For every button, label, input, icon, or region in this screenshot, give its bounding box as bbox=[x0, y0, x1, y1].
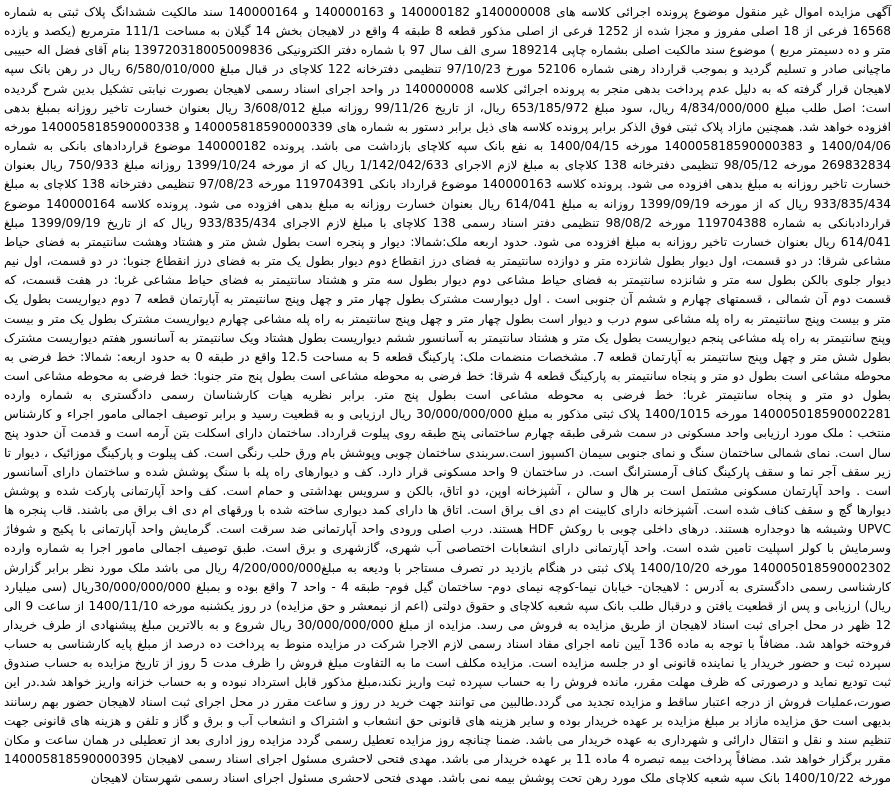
auction-notice-text: آگهی مزایده اموال غیر منقول موضوع پرونده اجرائی کلاسه های 140000008و 140000182 و 140000163 و 140000164 سند مالکیت ششدانگ پلاک ثبتی به شماره 16568 فرعی از 18 اصلی مفروز و مجزا شده از 1252 فرعی از اصلی مذکور قطعه 8 طبقه 4 واقع در لاهیجان بخش 14 گیلان به مساحت 111/1 مترمربع (یکصد و یازده متر و ده دسیمتر مربع ) موضوع سند مالکیت اصلی بشماره چاپی 189214 سری الف سال 97 با شماره دفتر الکترونیکی 139720318005009836 بنام آقای فضل اله حبیبی ماچیانی صادر و تسلیم گردید و بموجب قرارداد رهنی شماره 52106 مورخ 97/10/23 تنظیمی دفترخانه 122 کلاچای در قبال مبلغ 6/580/010/000 ریال در رهن بانک سپه لاهیجان قرار گرفته که به دلیل عدم پرداخت بدهی منجر به پرونده اجرائی کلاسه 140000008 در واحد اجرای اسناد رسمی لاهیجان بصورت نیابتی تشکیل بدین شرح گردیده است: اصل طلب مبلغ 4/834/000/000 ریال، سود مبلغ 653/185/972 ریال، از تاریخ 99/11/26 روزانه مبلغ 3/608/012 ریال بعنوان خسارت تاخیر روزانه بمبلغ بدهی افزوده خواهد شد. همچنین مازاد پلاک ثبتی فوق الذکر برابر پرونده کلاسه های ذیل برابر دستور به شماره های 140005818590000339 و 140005818590000338 مورخه 1400/04/06 و 140005818590000383 مورخه 1400/04/15 به نفع بانک سپه کلاچای بازداشت می باشد. پرونده 140000182 موضوع قراردادهای بانکی به شماره 269832834 مورخه 98/05/12 تنظیمی دفترخانه 138 کلاچای به مبلغ لازم الاجرای 1/142/042/633 ریال که از مورخه 1399/10/24 روزانه مبلغ 750/933 ریال بعنوان خسارت تاخیر روزانه به مبلغ بدهی افزوده می شود. پرونده کلاسه 140000163 موضوع قرارداد بانکی 119704391 مورخه 97/08/23 تنظیمی دفترخانه 138 کلاچای به مبلغ 933/835/434 ریال که از مورخه 1399/09/19 روزانه به مبلغ 614/041 ریال بعنوان خسارت روزانه به مبلغ بدهی افزوده می شود. پرونده کلاسه 140000164 موضوع قراردادبانکی به شماره 119704388 مورخه 98/08/2 تنظیمی دفتر اسناد رسمی 138 کلاچای با مبلغ لازم الاجرای 933/835/434 ریال که از تاریخ 1399/09/19 مبلغ 614/041 ریال بعنوان خسارت تاخیر روزانه به مبلغ افزوده می شود. حدود اربعه ملک:شمالا: دیوار و پنجره است بطول شش متر و هشتاد وهشت سانتیمتر به فضای حیاط مشاعی شرقا: در دو قسمت، اول دیوار بطول شانزده متر و دوازده سانتیمتر به فضای درز انقطاع دوم دیوار بطول یک متر به فضای درز انقطاع جنوبا: در دو قسمت، اول نیم دیوار جلوی بالکن بطول سه متر و شانزده سانتیمتر به فضای حیاط مشاعی دوم دیوار بطول سه متر و هشتاد سانتیمتر به فضای حیاط مشاعی غربا: در هفت قسمت، که قسمت دوم آن شمالی ، قسمتهای چهارم و ششم آن جنوبی است . اول دیوارست مشترک بطول چهار متر و چهل وپنج سانتیمتر به آپارتمان قطعه 7 دوم دیواریست بطول یک متر و بیست وپنج سانتیمتر به راه پله مشاعی سوم درب و دیوار است بطول چهار متر و چهل وپنج سانتیمتر به راه پله مشاعی چهارم دیواریست مشترک بطول یک متر و بیست وپنج سانتیمتر به راه پله مشاعی پنجم دیواریست بطول یک متر و هشتاد سانتیمتر به آسانسور ششم دیواریست بطول هشتاد ویک سانتیمتر به آسانسور هفتم دیواریست مشترک بطول شش متر و چهل وپنج سانتیمتر به آپارتمان قطعه 7. مشخصات منضمات ملک: پارکینگ قطعه 5 به مساحت 12.5 واقع در طبقه 0 به حدود اربعه: شمالا: خط فرضی به محوطه مشاعی است بطول دو متر و پنجاه سانتیمتر به پارکینگ قطعه 4 شرقا: خط فرضی به محوطه مشاعی است بطول پنج متر جنوبا: خط فرضی به محوطه مشاعی است بطول دو متر و پنجاه سانتیمتر غربا: خط فرضی به محوطه مشاعی است بطول پنج متر. برابر نظریه هیات کارشناسان رسمی دادگستری به شماره وارده 140005018590002281 مورخه 1400/1015 پلاک ثبتی مذکور به مبلغ 30/000/000/000 ریال ارزیابی و به قطعیت رسید و برابر توصیف اجمالی مامور اجراء و کارشناس منتخب : ملک مورد ارزیابی واحد مسکونی در سمت شرقی طبقه چهارم ساختمانی پنج طبقه روی پیلوت قرارداد. ساختمان دارای اسکلت بتن آرمه است و قدمت آن حدود پنج سال است. نمای شمالی ساختمان سنگ و نمای جنوبی سیمان اکسپوز است.سربندی ساختمان چوبی وپوشش بام ورق حلب رنگی است. کف پیلوت و پارکینگ موزائیک ، دیوار تا زیر سقف آجر نما و سقف پارکینگ کناف آرمسترانگ است. در ساختمان 9 واحد مسکونی قرار دارد. کف و دیوارهای راه پله با سنگ پوشش شده و ساختمان دارای آسانسور است . واحد آپارتمان مسکونی مشتمل است بر هال و سالن ، آشپزخانه اوپن، دو اتاق، بالکن و سرویس بهداشتی و حمام است. کف واحد آپارتمانی پارکت شده و پوشش دیوارها گچ و سقف کناف شده است. آشپزخانه دارای کابینت ام دی اف براق است. اتاق ها دارای کمد دیواری ساخته شده با ورقهای ام دی اف براق می باشند. قاب پنجره ها UPVC وشیشه ها دوجداره هستند. درهای داخلی چوبی با روکش HDF هستند. درب اصلی ورودی واحد آپارتمانی ضد سرقت است. گرمایش واحد آپارتمانی با پکیج و شوفاژ وسرمایش با کولر اسپلیت تامین شده است. واحد آپارتمانی دارای انشعابات اختصاصی آب شهری، گازشهری و برق است. طبق توصیف اجمالی مامور اجرا به شماره وارده 140005018590002302 مورخه 1400/10/20 پلاک ثبتی در هنگام بازدید در تصرف مستاجر با ودیعه به مبلغ4/200/000/000 ریال می باشد ملک مورد نظر برابر گزارش کارشناسی رسمی دادگستری به آدرس : لاهیجان- خیابان نیما-کوچه نیمای دوم- ساختمان گیل فوم- طبقه 4 - واحد 7 واقع بوده و بمبلغ 30/000/000/000ریال (سی میلیارد ریال) ارزیابی و پس از قطعیت یافتن و درقبال طلب بانک سپه شعبه کلاچای و حقوق دولتی (اعم از نیمعشر و حق مزایده) در روز یکشنبه مورخه 1400/11/10 از ساعت 9 الی 12 ظهر در محل اجرای ثبت اسناد لاهیجان از طریق مزایده به فروش می رسد. مزایده از مبلغ 30/000/000/000 ریال شروع و به بالاترین مبلغ پیشنهادی از طرف خریدار فروخته خواهد شد. مضافاً با توجه به ماده 136 آیین نامه اجرای مفاد اسناد رسمی لازم الاجرا شرکت در مزایده منوط به پرداخت ده درصد از مبلغ پایه کارشناسی به حساب سپرده ثبت و حضور خریدار یا نماینده قانونی او در جلسه مزایده است. مزایده مکلف است ما به التفاوت مبلغ فروش را ظرف مدت 5 روز از تاریخ مزایده به حساب صندوق ثبت تودیع نماید و درصورتی که ظرف مهلت مقرر، مانده فروش را به حساب سپرده ثبت واریز نکند،مبلغ مذکور قابل استرداد نبوده و به حساب خزانه واریز خواهد شد.در این صورت،عملیات فروش از درجه اعتبار ساقط و مزایده تجدید می گردد.طالبین می توانند جهت خرید در روز و ساعت مقرر در محل اجرای ثبت اسناد لاهیجان حضور بهم رسانند بدیهی است حق مزایده مازاد بر مبلغ مزایده بر عهده خریدار بوده و سایر هزینه های قانونی حق انشعاب و اشتراک و انشعاب آب و برق و گاز و تلفن و هزینه های قانونی جهت تنظیم سند و نقل و انتقال دارائی و شهرداری به عهده خریدار می باشد. ضمنا چنانچه روز مزایده تعطیل رسمی گردد مزایده روز اداری بعد از تعطیلی در همان ساعت و مکان مقرر برگزار خواهد شد. مضافاً پرداخت بیمه تبصره 4 ماده 11 بر عهده خریدار می باشد. مهدی فتحی لاحشری مسئول اجرای اسناد رسمی لاهیجان 140005818590000395 مورخه 1400/10/22 بانک سپه شعبه کلاچای ملک مورد رهن تحت پوشش بیمه نمی باشد. مهدی فتحی لاحشری مسئول اجرای اسناد رسمی شهرستان لاهیجان bbox=[4, 5, 892, 786]
